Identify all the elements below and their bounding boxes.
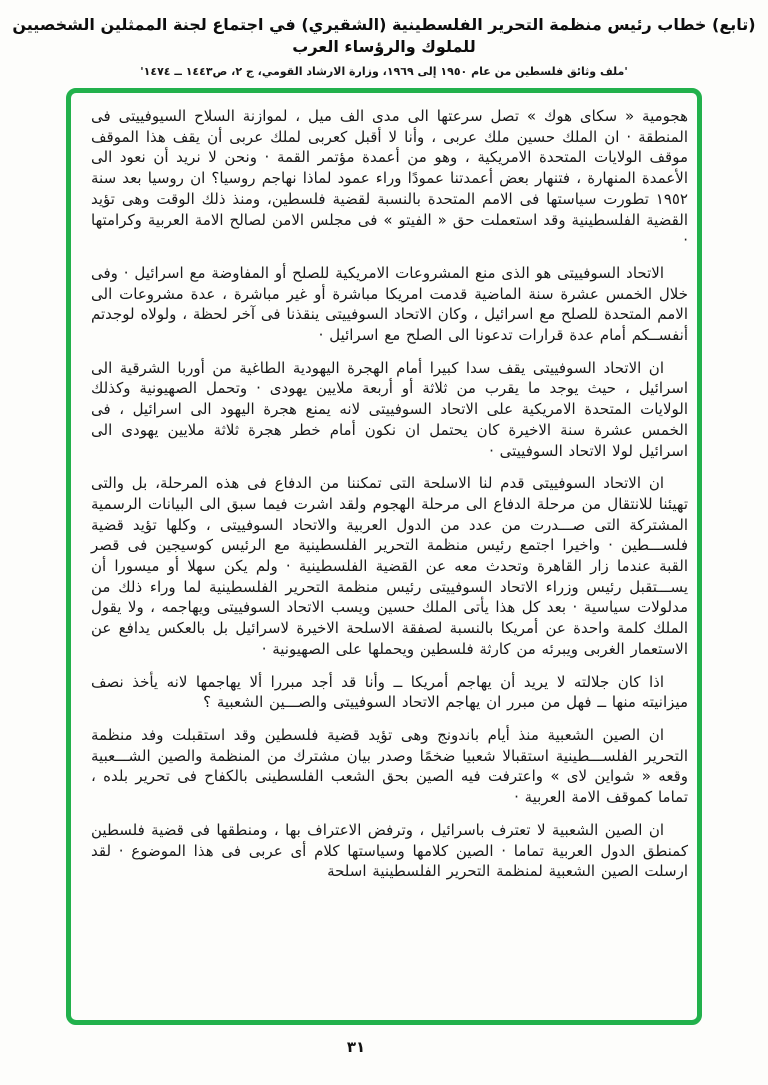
paragraph: هجومية « سكاى هوك » تصل سرعتها الى مدى الف ميل ، لموازنة السلاح السيوفييتى فى المنطقة · ان الملك حسين ملك عربى ، وأنا لا أقبل كعربى لملك عربى أن يقف هذا الموقف موقف الولايات المتحدة الامريكية ، وهو من أعمدة مؤتمر القمة · ونحن لا نريد أن نعود الى الأعمدة المنهارة ، فتنهار بعض أعمدتنا عمودًا وراء عمود لماذا نهاجم روسيا؟ ان روسيا بعد سنة ١٩٥٢ تطورت سياستها فى الامم المتحدة بالنسبة لقضية فلسطين، ومنذ ذلك الوقت وهى تؤيد القضية الفلسطينية وقد استعملت حق « الفيتو » فى مجلس الامن لصالح الامة العربية وكرامتها · — [91, 107, 688, 250]
paragraph: الاتحاد السوفييتى هو الذى منع المشروعات الامريكية للصلح أو المفاوضة مع اسرائيل · وفى خلال الخمس عشرة سنة الماضية قدمت امريكا مباشرة أو غير مباشرة ، عدة مشروعات الى الامم المتحدة للصلح مع اسرائيل ، وكان الاتحاد السوفييتى ينقذنا فى آخر لحظة ، ولولاه لوجدتم أنفســكم أمام عدة قرارات تدعونا الى الصلح مع اسرائيل · — [91, 263, 688, 345]
paragraph: اذا كان جلالته لا يريد أن يهاجم أمريكا ــ وأنا قد أجد مبررا ألا يهاجمها لانه يأخذ نصف ميزانيته منها ــ فهل من مبرر ان يهاجم الاتحاد السوفييتى والصـــين الشعبية ؟ — [91, 672, 688, 712]
page-title: (تابع) خطاب رئيس منظمة التحرير الفلسطينية (الشقيري) في اجتماع لجنة الممثلين الشخصيين للملوك والرؤساء العرب — [12, 15, 756, 56]
source-citation: 'ملف وثائق فلسطين من عام ١٩٥٠ إلى ١٩٦٩، وزارة الارشاد القومي، ج ٢، ص١٤٤٣ ــ ١٤٧٤' — [140, 65, 628, 78]
body-text — [71, 93, 697, 882]
paragraph: ان الاتحاد السوفييتى يقف سدا كبيرا أمام الهجرة اليهودية الطاغية من أوربا الشرقية الى اسرائيل ، حيث يوجد ما يقرب من ثلاثة أو أربعة ملايين يهودى · وتحمل الصهيونية وكذلك الولايات المتحدة الامريكية على الاتحاد السوفييتى لانه يمنع هجرة اليهود الى اسرائيل ، فى الخمس عشرة سنة الاخيرة كان يحتمل ان نكون أمام خطر هجرة ثلاثة ملايين يهودى الى اسرائيل لولا الاتحاد السوفييتى · — [91, 358, 688, 460]
page-number: ٣١ — [346, 1038, 366, 1056]
paragraph: ان الاتحاد السوفييتى قدم لنا الاسلحة التى تمكننا من الدفاع فى هذه المرحلة، بل والتى تهيئنا للانتقال من مرحلة الدفاع الى مرحلة الهجوم ولقد اشرت فيما سبق الى البيانات الرسمية المشتركة التى صـــدرت من عدد من الدول العربية والاتحاد السوفييتى ، وكلها تؤيد قضية فلســـطين · واخيرا اجتمع رئيس منظمة التحرير الفلسطينية مع الرئيس كوسيجين فى قصر القبة عندما زار القاهرة وتحدث معه عن القضية الفلسطينية · ولم يكن سهلا أو ميسورا أن يســـتقبل رئيس وزراء الاتحاد السوفييتى رئيس منظمة التحرير الفلسطينية لما وراء ذلك من مدلولات سياسية · بعد كل هذا يأتى الملك حسين ويسب الاتحاد السوفييتى ويهاجمه ، ولا يقول الملك كلمة واحدة عن أمريكا بالنسبة لصفقة الاسلحة الاخيرة لاسرائيل بل بالعكس يدافع عن الاستعمار الغربى ويبرئه من كارثة فلسطين ويحملها على الصهيونية · — [91, 474, 688, 658]
document-header — [0, 14, 768, 78]
paragraph: ان الصين الشعبية لا تعترف باسرائيل ، وترفض الاعتراف بها ، ومنطقها فى قضية فلسطين كمنطق الدول العربية تماما · الصين كلامها وسياستها كلام أى عربى فى هذا الموضوع · لقد ارسلت الصين الشعبية لمنظمة التحرير الفلسطينية اسلحة — [91, 820, 688, 881]
green-border-frame — [66, 88, 702, 1025]
paragraph: ان الصين الشعبية منذ أيام باندونج وهى تؤيد قضية فلسطين وقد استقبلت وفد منظمة التحرير الفلســـطينية استقبالا شعبيا ضخمًا وصدر بيان مشترك من المنظمة والصين الشـــعبية وقعه « شواين لاى » واعترفت فيه الصين بحق الشعب الفلسطينى بالكفاح فى تحرير بلده ، تماما كموقف الامة العربية · — [91, 725, 688, 807]
